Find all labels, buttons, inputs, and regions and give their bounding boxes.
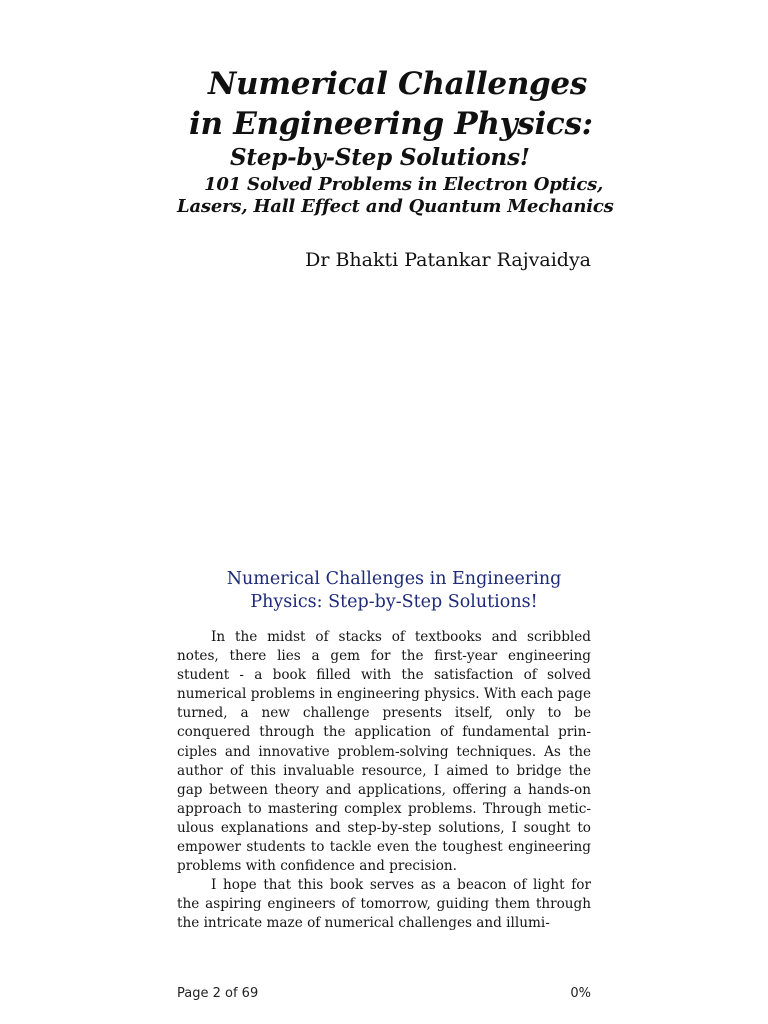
book-title-line-1: Numerical Challenges bbox=[208, 66, 588, 102]
body-paragraph: In the midst of stacks of textbooks and scribbled notes, there lies a gem for the first-year engineering student - a book filled with the satisfaction of solved numerical problems in engineering physics. With each page turned, a new challenge presents itself, only to be conquered through the application of fundamental principles and innovative problem-solving techniques. As the author of this invaluable resource, I aimed to bridge the gap between theory and applications, offering a hands-on approach to mastering complex problems. Through meticulous explanations and step-by-step solutions, I sought to empower students to tackle even the toughest engineering problems with confidence and precision. bbox=[177, 629, 591, 875]
section-heading-line-1: Numerical Challenges in Engineering bbox=[226, 569, 562, 589]
book-title-line-2: in Engineering Physics: bbox=[189, 106, 593, 142]
book-subtitle: Step-by-Step Solutions! bbox=[230, 144, 530, 171]
book-tagline-line-1: 101 Solved Problems in Electron Optics, bbox=[204, 174, 604, 195]
page-indicator: Page 2 of 69 bbox=[177, 986, 259, 1001]
body-paragraph: I hope that this book serves as a beacon of light for the aspiring engineers of tomorrow, guiding them through the intricate maze of numerical challenges and illumi- bbox=[177, 877, 591, 932]
author-name: Dr Bhakti Patankar Rajvaidya bbox=[305, 249, 591, 271]
section-heading bbox=[180, 568, 608, 614]
section-heading-line-2: Physics: Step-by-Step Solutions! bbox=[250, 592, 538, 612]
book-tagline-line-2: Lasers, Hall Effect and Quantum Mechanics bbox=[177, 196, 614, 217]
body-text bbox=[177, 628, 591, 934]
reading-progress: 0% bbox=[570, 986, 591, 1001]
